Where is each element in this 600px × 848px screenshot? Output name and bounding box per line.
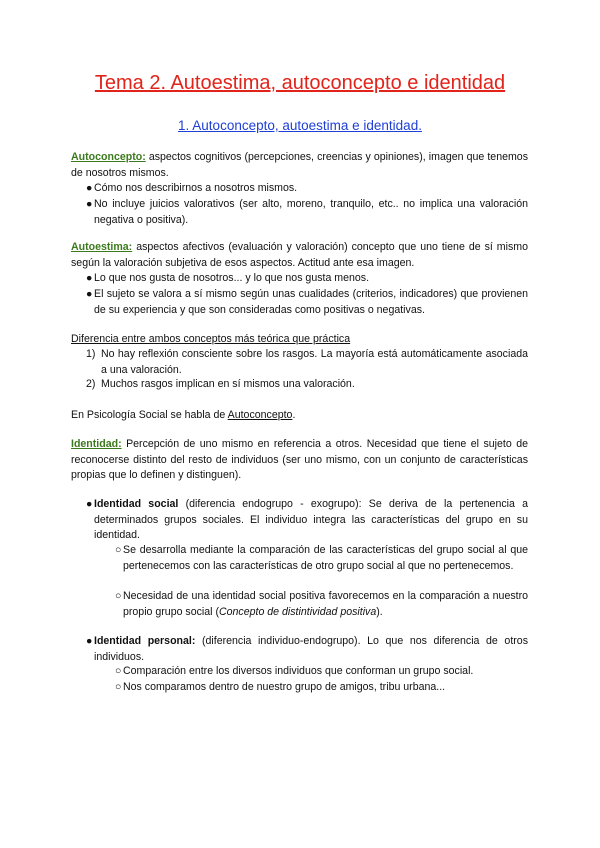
bullet-icon: ● (86, 288, 93, 300)
list-number: 2) (86, 378, 96, 390)
bullet-icon: ● (86, 498, 93, 510)
identidad-social-sub-1: Se desarrolla mediante la comparación de las características del grupo social al que pertenecemos con las características de otro grupo social al que no pertenecemos. (123, 544, 528, 572)
psicologia-prefix: En Psicología Social se habla de (71, 409, 228, 421)
psicologia-line (71, 408, 528, 424)
circle-bullet-icon: ○ (115, 544, 122, 556)
circle-bullet-icon: ○ (115, 681, 122, 693)
autoconcepto-term: Autoconcepto: (71, 151, 146, 163)
circle-bullet-icon: ○ (115, 665, 122, 677)
circle-bullet-icon: ○ (115, 590, 122, 602)
autoconcepto-link: Autoconcepto (227, 409, 293, 421)
identidad-personal-sub-2: Nos comparamos dentro de nuestro grupo de amigos, tribu urbana... (123, 681, 446, 693)
list-number: 1) (86, 348, 96, 360)
distintividad-concept: Concepto de distintividad positiva (219, 605, 377, 618)
bullet-icon: ● (86, 635, 93, 647)
bullet-icon: ● (86, 272, 93, 284)
bullet-icon: ● (86, 198, 93, 210)
identidad-social-paragraph (94, 497, 528, 544)
autoestima-paragraph (71, 240, 528, 271)
diferencia-item-2: Muchos rasgos implican en sí mismos una valoración. (101, 378, 355, 390)
diferencia-item-1: No hay reflexión consciente sobre los rasgos. La mayoría está automáticamente asociada a una valoración. (101, 348, 528, 376)
autoestima-bullet-1: Lo que nos gusta de nosotros... y lo que nos gusta menos. (94, 272, 370, 284)
identidad-personal-paragraph (94, 634, 528, 665)
identidad-personal-text: (diferencia individuo-endogrupo). Lo que nos diferencia de otros individuos. (94, 635, 528, 663)
autoestima-bullet-2: El sujeto se valora a sí mismo según unas cualidades (criterios, indicadores) que provienen de su experiencia y que son consideradas como positivas o negativas. (94, 288, 528, 316)
sub2-text: Necesidad de una identidad social positiva favorecemos en la comparación a nuestro propio grupo social ( (123, 590, 528, 618)
identidad-social-sub-2 (123, 589, 528, 620)
identidad-personal-label: Identidad personal: (94, 635, 196, 647)
autoconcepto-bullet-2: No incluye juicios valorativos (ser alto, moreno, tranquilo, etc.. no implica una valoración negativa o positiva). (94, 198, 528, 226)
diferencia-heading: Diferencia entre ambos conceptos más teórica que práctica (71, 333, 351, 345)
autoconcepto-definition: aspectos cognitivos (percepciones, creencias y opiniones), imagen que tenemos de nosotros mismos. (71, 151, 528, 179)
identidad-definition: Percepción de uno mismo en referencia a otros. Necesidad que tiene el sujeto de reconocerse distinto del resto de individuos (ser uno mismo, con un conjunto de características propias que lo definen y distinguen). (71, 438, 528, 482)
bullet-icon: ● (86, 182, 93, 194)
section-heading: 1. Autoconcepto, autoestima e identidad. (178, 118, 422, 133)
identidad-term: Identidad: (71, 438, 122, 450)
identidad-personal-sub-1: Comparación entre los diversos individuos que conforman un grupo social. (123, 665, 474, 677)
psicologia-suffix: . (292, 409, 296, 421)
sub2-close: ). (376, 605, 383, 618)
autoconcepto-paragraph (71, 150, 528, 181)
autoconcepto-bullet-1: Cómo nos describirnos a nosotros mismos. (94, 182, 298, 194)
autoestima-definition: aspectos afectivos (evaluación y valoración) concepto que uno tiene de sí mismo según la valoración subjetiva de esos aspectos. Actitud ante esa imagen. (71, 241, 528, 269)
page-title: Tema 2. Autoestima, autoconcepto e identidad (94, 72, 506, 94)
identidad-social-text: (diferencia endogrupo - exogrupo): Se deriva de la pertenencia a determinados grupos sociales. El individuo integra las características del grupo en su identidad. (94, 498, 528, 542)
autoestima-term: Autoestima: (71, 241, 133, 253)
identidad-social-label: Identidad social (94, 498, 179, 510)
identidad-paragraph (71, 437, 528, 484)
